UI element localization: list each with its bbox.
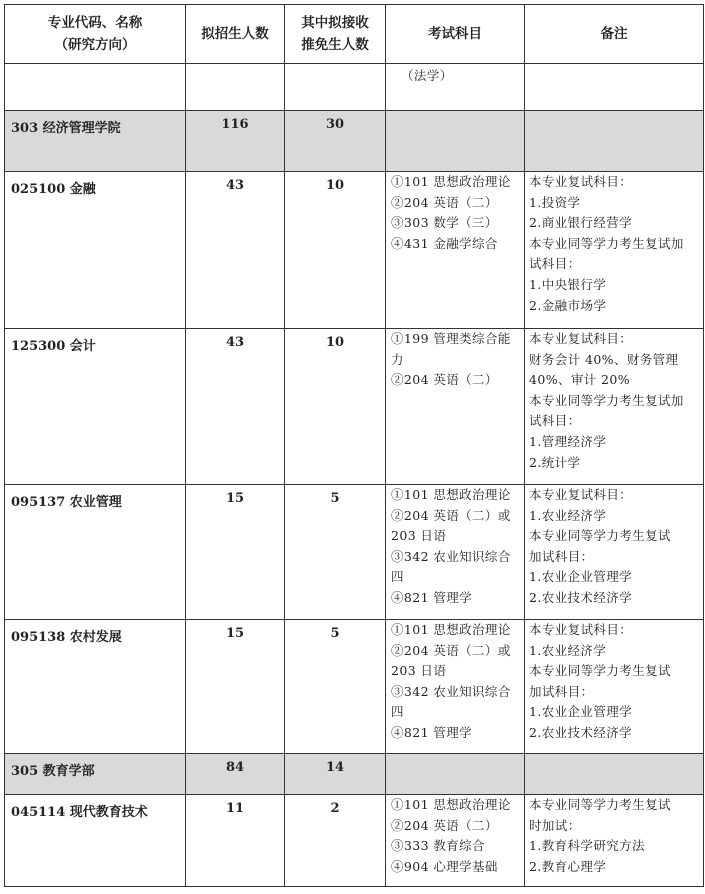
major-name: 025100 金融 (5, 172, 186, 329)
exempt-count: 30 (285, 111, 386, 172)
table-row (5, 64, 704, 111)
exam-subjects: ①101 思想政治理论 ②204 英语（二） ③333 教育综合 ④904 心理学基础 (386, 795, 525, 887)
major-name: 305 教育学部 (5, 754, 186, 795)
major-name: 095138 农村发展 (5, 620, 186, 754)
header-major: 专业代码、名称 （研究方向） (5, 5, 186, 64)
exempt-count: 14 (285, 754, 386, 795)
header-exam-subjects: 考试科目 (386, 5, 525, 64)
admissions-table (4, 4, 704, 887)
header-notes: 备注 (525, 5, 704, 64)
table-row (5, 172, 704, 329)
table-row (5, 754, 704, 795)
exam-subjects: ①101 思想政治理论 ②204 英语（二） ③303 数学（三） ④431 金融学综合 (386, 172, 525, 329)
major-name: 125300 会计 (5, 329, 186, 485)
major-name: 045114 现代教育技术 (5, 795, 186, 887)
header-plan-count: 拟招生人数 (186, 5, 285, 64)
header-row (5, 5, 704, 64)
plan-count: 116 (186, 111, 285, 172)
exam-subjects: ①101 思想政治理论 ②204 英语（二）或 203 日语 ③342 农业知识综合 四 ④821 管理学 (386, 485, 525, 620)
notes: 本专业复试科目： 1.农业经济学 本专业同等学力考生复试 加试科目： 1.农业企业管理学 2.农业技术经济学 (525, 620, 704, 754)
table-row (5, 111, 704, 172)
plan-count: 15 (186, 620, 285, 754)
table-row (5, 795, 704, 887)
notes: 本专业复试科目： 财务会计 40%、财务管理 40%、审计 20% 本专业同等学力考生复试加 试科目： 1.管理经济学 2.统计学 (525, 329, 704, 485)
plan-count: 15 (186, 485, 285, 620)
exempt-count: 5 (285, 620, 386, 754)
plan-count: 43 (186, 172, 285, 329)
major-name: 095137 农业管理 (5, 485, 186, 620)
plan-count: 43 (186, 329, 285, 485)
table-row (5, 485, 704, 620)
exam-subjects: ①101 思想政治理论 ②204 英语（二）或 203 日语 ③342 农业知识综合 四 ④821 管理学 (386, 620, 525, 754)
exempt-count: 2 (285, 795, 386, 887)
major-name: 303 经济管理学院 (5, 111, 186, 172)
plan-count: 84 (186, 754, 285, 795)
header-exempt-count: 其中拟接收 推免生人数 (285, 5, 386, 64)
exempt-count: 10 (285, 329, 386, 485)
exam-subjects: ①199 管理类综合能 力 ②204 英语（二） (386, 329, 525, 485)
exempt-count: 5 (285, 485, 386, 620)
notes: 本专业复试科目： 1.农业经济学 本专业同等学力考生复试 加试科目： 1.农业企业管理学 2.农业技术经济学 (525, 485, 704, 620)
cont-subject: （法学） (401, 68, 453, 83)
table-row (5, 329, 704, 485)
exempt-count: 10 (285, 172, 386, 329)
plan-count: 11 (186, 795, 285, 887)
notes: 本专业复试科目： 1.投资学 2.商业银行经营学 本专业同等学力考生复试加 试科目： 1.中央银行学 2.金融市场学 (525, 172, 704, 329)
notes: 本专业同等学力考生复试 时加试： 1.教育科学研究方法 2.教育心理学 (525, 795, 704, 887)
table-row (5, 620, 704, 754)
